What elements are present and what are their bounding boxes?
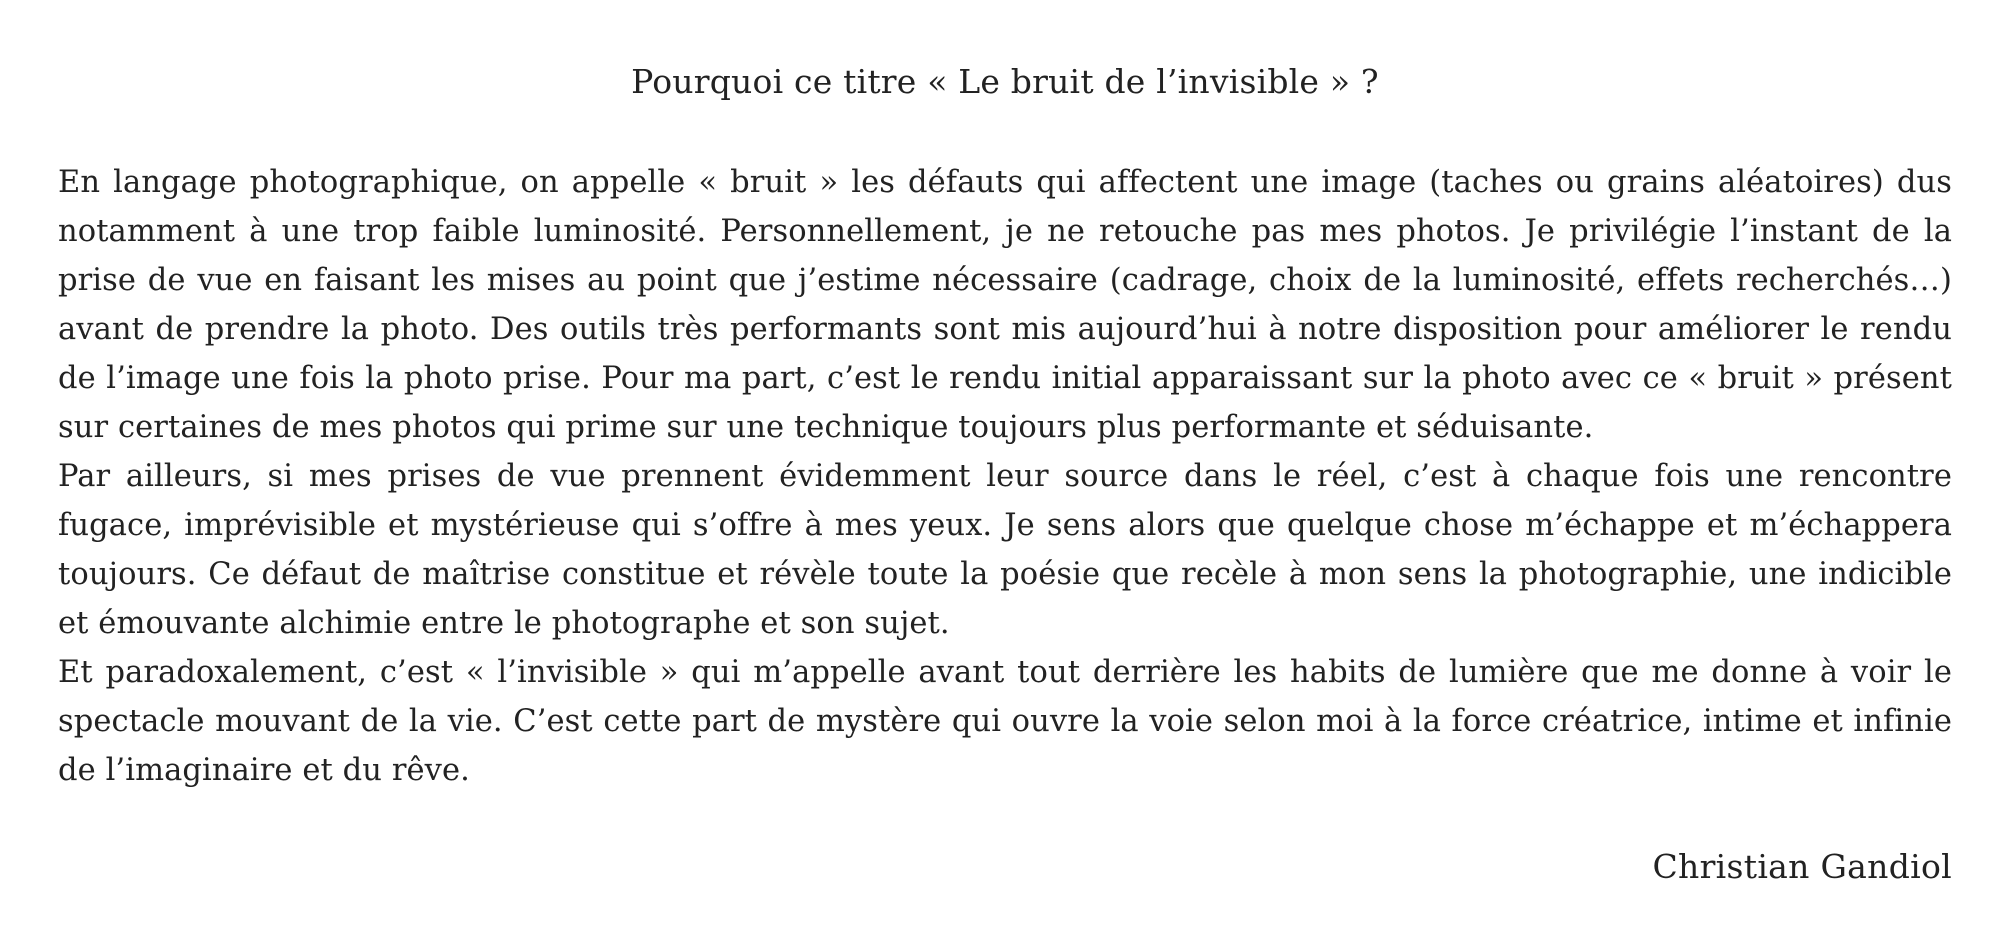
- author-signature: Christian Gandiol: [1652, 847, 1952, 886]
- paragraph-1: En langage photographique, on appelle « bruit » les défauts qui affectent une image (taches ou grains aléatoires) dus notamment à une trop faible luminosité. Personnellement, je ne retouche pas mes photos. Je privilégie l’instant de la prise de vue en faisant les mises au point que j’estime nécessaire (cadrage, choix de la luminosité, effets recherchés…) avant de prendre la photo. Des outils très performants sont mis aujourd’hui à notre disposition pour améliorer le rendu de l’image une fois la photo prise. Pour ma part, c’est le rendu initial apparaissant sur la photo avec ce « bruit » présent sur certaines de mes photos qui prime sur une technique toujours plus performante et séduisante.: [58, 165, 1952, 445]
- document-page: [58, 0, 1952, 952]
- page-title: Pourquoi ce titre « Le bruit de l’invisible » ?: [631, 62, 1379, 101]
- paragraph-2: Par ailleurs, si mes prises de vue prennent évidemment leur source dans le réel, c’est à chaque fois une rencontre fugace, imprévisible et mystérieuse qui s’offre à mes yeux. Je sens alors que quelque chose m’échappe et m’échappera toujours. Ce défaut de maîtrise constitue et révèle toute la poésie que recèle à mon sens la photographie, une indicible et émouvante alchimie entre le photographe et son sujet.: [58, 459, 1952, 641]
- article-body: [58, 158, 1952, 795]
- paragraph-3: Et paradoxalement, c’est « l’invisible » qui m’appelle avant tout derrière les habits de lumière que me donne à voir le spectacle mouvant de la vie. C’est cette part de mystère qui ouvre la voie selon moi à la force créatrice, intime et infinie de l’imaginaire et du rêve.: [58, 655, 1952, 788]
